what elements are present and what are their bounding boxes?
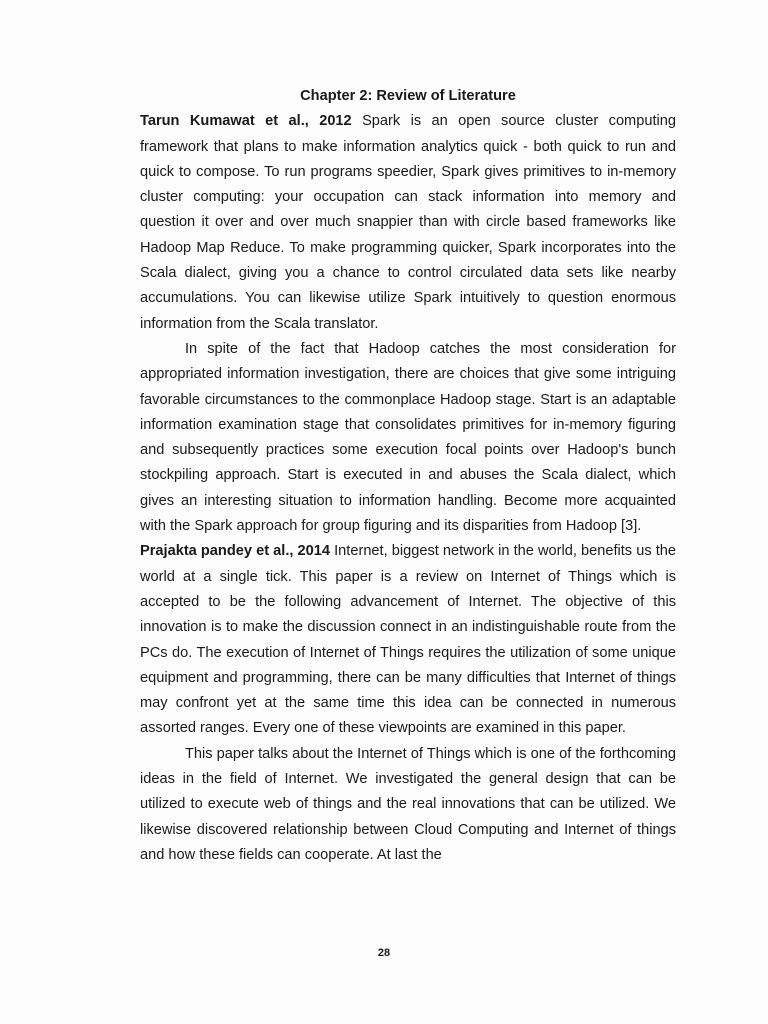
paragraph-hadoop-spark (140, 337, 676, 539)
citation-author: Tarun Kumawat et al., 2012 (140, 113, 352, 130)
citation-author: Prajakta pandey et al., 2014 (140, 543, 331, 560)
page-number: 28 (377, 947, 391, 959)
chapter-heading: Chapter 2: Review of Literature (300, 88, 516, 104)
page-body (140, 84, 676, 868)
paragraph-kumawat (140, 109, 676, 337)
paragraph-text: In spite of the fact that Hadoop catches the most consideration for appropriated information investigation, there are choices that give some intriguing favorable circumstances to the commonplace Hadoop stage. Start is an adaptable information examination stage that consolidates primitives for in-memory figuring and subsequently practices some execution focal points over Hadoop's bunch stockpiling approach. Start is executed in and abuses the Scala dialect, which gives an interesting situation to information handling. Become more acquainted with the Spark approach for group figuring and its disparities from Hadoop [3]. (140, 340, 676, 535)
paragraph-text: Spark is an open source cluster computing framework that plans to make information analytics quick - both quick to run and quick to compose. To run programs speedier, Spark gives primitives to in-memory cluster computing: your occupation can stack information into memory and question it over and over much snappier than with circle based frameworks like Hadoop Map Reduce. To make programming quicker, Spark incorporates into the Scala dialect, giving you a chance to control circulated data sets like nearby accumulations. You can likewise utilize Spark intuitively to question enormous information from the Scala translator. (140, 113, 676, 332)
paragraph-pandey (140, 539, 676, 741)
paragraph-text: This paper talks about the Internet of Things which is one of the forthcoming ideas in the field of Internet. We investigated the general design that can be utilized to execute web of things and the real innovations that can be utilized. We likewise discovered relationship between Cloud Computing and Internet of things and how these fields can cooperate. At last the (140, 745, 676, 863)
paragraph-text: Internet, biggest network in the world, benefits us the world at a single tick. This paper is a review on Internet of Things which is accepted to be the following advancement of Internet. The objective of this innovation is to make the discussion connect in an indistinguishable route from the PCs do. The execution of Internet of Things requires the utilization of some unique equipment and programming, there can be many difficulties that Internet of things may confront yet at the same time this idea can be connected in numerous assorted ranges. Every one of these viewpoints are examined in this paper. (140, 543, 676, 737)
paragraph-iot (140, 742, 676, 868)
